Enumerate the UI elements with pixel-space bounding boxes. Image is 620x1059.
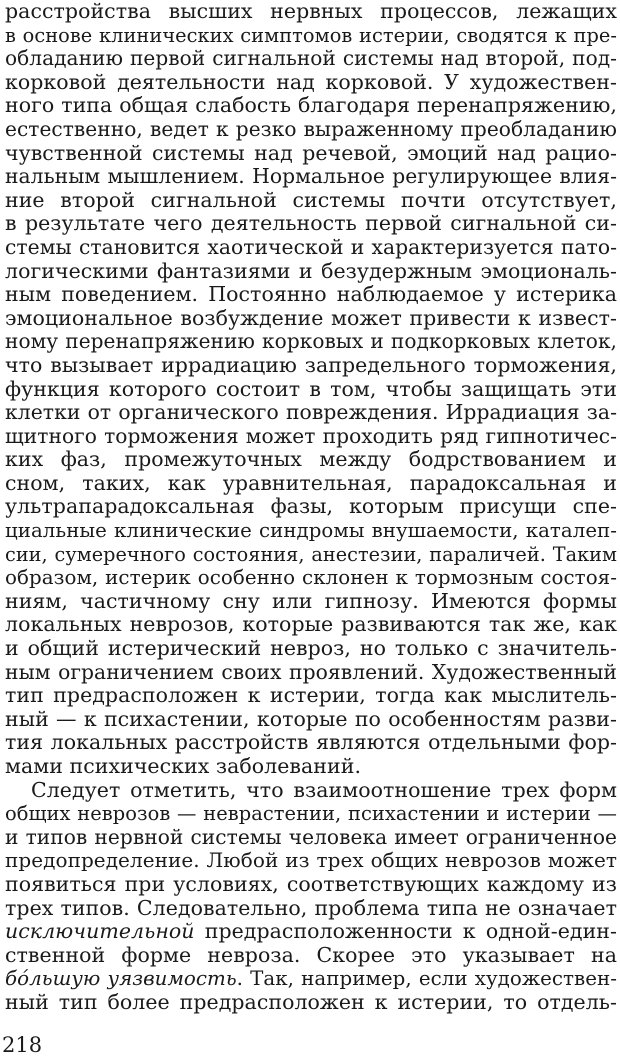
- text-line: и типов нервной системы человека имеет ограниченное: [5, 824, 617, 849]
- text-line: предопределение. Любой из трех общих неврозов может: [5, 848, 617, 873]
- text-line: нальным мышлением. Нормальное регулирующее влия-: [5, 164, 617, 189]
- text-line: сном, таких, как уравнительная, парадоксальная и: [5, 470, 617, 495]
- text-line: в результате чего деятельность первой сигнальной си-: [5, 211, 617, 236]
- text-line: ным поведением. Постоянно наблюдаемое у истерика: [5, 282, 617, 307]
- text-line: щитного торможения может проходить ряд гипнотичес-: [5, 423, 617, 448]
- text-line: общих неврозов — неврастении, психастении и истерии —: [5, 802, 617, 826]
- emphasis-text: бóльшую уязвимость: [5, 967, 237, 991]
- text-line: ние второй сигнальной системы почти отсутствует,: [5, 187, 617, 212]
- text-line: ного типа общая слабость благодаря перенапряжению,: [5, 93, 617, 118]
- page-number: 218: [2, 1033, 43, 1057]
- text-line: расстройства высших нервных процессов, лежащих: [5, 0, 617, 23]
- text-line: в основе клинических симптомов истерии, сводятся к пре-: [5, 23, 617, 47]
- text-line: циальные клинические синдромы внушаемости, каталеп-: [5, 519, 617, 543]
- body-text: [5, 0, 617, 1015]
- paragraph-end-line: мами психических заболеваний.: [5, 754, 362, 778]
- text-line: логическими фантазиями и безудержным эмоциональ-: [5, 258, 617, 283]
- text-line: чувственной системы над речевой, эмоций над рацио-: [5, 140, 617, 165]
- text-line-with-emphasis: [5, 920, 617, 944]
- emphasis-text: исключительной: [5, 919, 195, 944]
- text-line: сии, сумеречного состояния, анестезии, параличей. Таким: [5, 542, 617, 566]
- text-line: трех типов. Следовательно, проблема типа не означает: [5, 895, 617, 920]
- text-line: стемы становится хаотической и характеризуется пато-: [5, 234, 617, 259]
- text-line: эмоциональное возбуждение может привести к извест-: [5, 305, 617, 330]
- text-line: тип предрасположен к истерии, тогда как мыслитель-: [5, 683, 617, 708]
- text-line: обладанию первой сигнальной системы над второй, под-: [5, 46, 617, 71]
- text-line: и общий истерический невроз, но только с значитель-: [5, 636, 617, 661]
- text-line: появиться при условиях, соответствующих каждому из: [5, 871, 617, 896]
- paragraph-start-line: Следует отметить, что взаимоотношение трех форм: [31, 777, 617, 802]
- text-line: корковой деятельности над корковой. У художествен-: [5, 69, 617, 94]
- text-line: ниям, частичному сну или гипнозу. Имеются формы: [5, 588, 617, 613]
- text-line-with-emphasis: [5, 967, 617, 991]
- text-line: ный тип более предрасположен к истерии, то отдель-: [5, 989, 617, 1014]
- text-line: естественно, ведет к резко выраженному преобладанию: [5, 116, 617, 141]
- text-line: функция которого состоит в том, чтобы защищать эти: [5, 376, 617, 401]
- text-line: ственной форме невроза. Скорее это указывает на: [5, 942, 617, 967]
- text-line: ких фаз, промежуточных между бодрствованием и: [5, 447, 617, 472]
- text-line: ный — к психастении, которые по особенностям разви-: [5, 706, 617, 731]
- text-segment: предрасположенности к одной-един-: [194, 919, 617, 944]
- text-segment: . Так, например, если художествен-: [236, 967, 618, 991]
- text-line: локальных неврозов, которые развиваются так же, как: [5, 612, 617, 637]
- text-line: образом, истерик особенно склонен к тормозным состоя-: [5, 566, 617, 590]
- text-line: ному перенапряжению корковых и подкорковых клеток,: [5, 329, 617, 354]
- text-line: что вызывает иррадиацию запредельного торможения,: [5, 352, 617, 377]
- text-line: ным ограничением своих проявлений. Художественный: [5, 659, 617, 684]
- text-line: тия локальных расстройств являются отдельными фор-: [5, 730, 617, 755]
- text-line: клетки от органического повреждения. Иррадиация за-: [5, 400, 617, 425]
- text-line: ультрапарадоксальная фазы, которым присущи спе-: [5, 494, 617, 519]
